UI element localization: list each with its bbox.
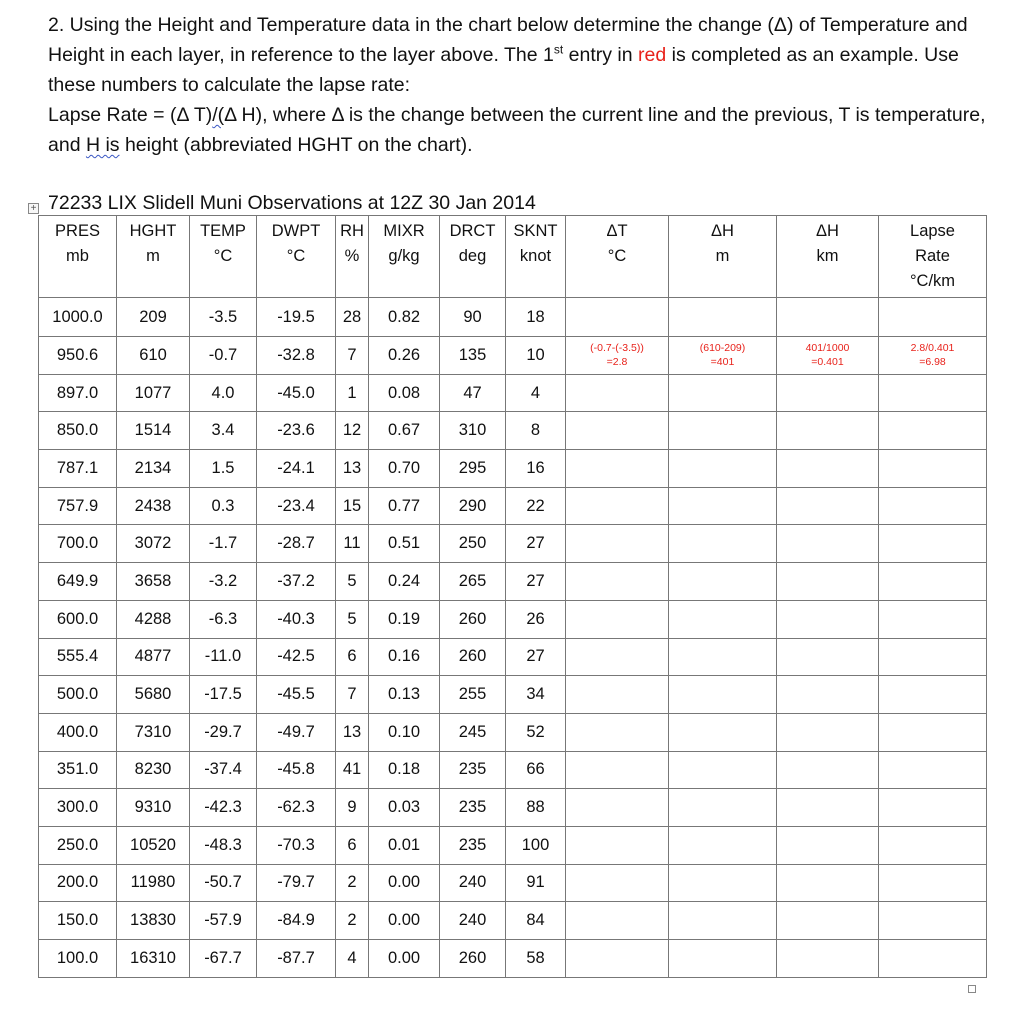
column-header-text: deg (458, 247, 487, 265)
table-row (39, 676, 987, 714)
table-cell: -40.3 (257, 600, 336, 638)
answer-cell[interactable] (669, 412, 777, 450)
table-cell: 7310 (117, 713, 190, 751)
table-cell: -67.7 (190, 940, 257, 978)
table-cell: -3.2 (190, 563, 257, 601)
table-cell: 12 (336, 412, 369, 450)
answer-cell[interactable] (879, 713, 987, 751)
answer-cell[interactable] (777, 563, 879, 601)
table-cell: -3.5 (190, 298, 257, 337)
table-cell: 47 (440, 374, 506, 412)
example-calc: 2.8/0.401 (910, 342, 955, 355)
table-cell: 90 (440, 298, 506, 337)
answer-cell[interactable] (566, 412, 669, 450)
table-row (39, 337, 987, 375)
answer-cell[interactable] (566, 902, 669, 940)
table-row (39, 826, 987, 864)
table-cell: 88 (506, 789, 566, 827)
answer-cell[interactable] (669, 789, 777, 827)
example-cell[interactable] (669, 337, 777, 375)
example-cell[interactable] (879, 337, 987, 375)
answer-cell[interactable] (777, 638, 879, 676)
table-row (39, 525, 987, 563)
table-cell: 240 (440, 864, 506, 902)
table-cell: 3.4 (190, 412, 257, 450)
table-cell: 400.0 (39, 713, 117, 751)
table-cell: 2438 (117, 487, 190, 525)
table-cell: 300.0 (39, 789, 117, 827)
instructions-intro: 2. Using the Height and Temperature data in the chart below determine the change (Δ) of Temperature and Height in each layer, in reference to the layer above. The 1st entry in red is completed as an example. Use these numbers to calculate the lapse rate: (48, 14, 968, 96)
example-result: =2.8 (606, 356, 628, 369)
answer-cell[interactable] (566, 940, 669, 978)
table-cell: 950.6 (39, 337, 117, 375)
answer-cell[interactable] (669, 940, 777, 978)
table-cell: 649.9 (39, 563, 117, 601)
column-header (257, 216, 336, 298)
answer-cell[interactable] (777, 525, 879, 563)
table-cell: -79.7 (257, 864, 336, 902)
table-cell: 10520 (117, 826, 190, 864)
answer-cell[interactable] (879, 487, 987, 525)
table-row (39, 713, 987, 751)
table-cell: 9310 (117, 789, 190, 827)
table-resize-handle[interactable] (968, 985, 976, 993)
table-cell: 66 (506, 751, 566, 789)
table-cell: 1000.0 (39, 298, 117, 337)
table-row (39, 600, 987, 638)
table-cell: 135 (440, 337, 506, 375)
table-cell: 0.18 (369, 751, 440, 789)
answer-cell[interactable] (777, 751, 879, 789)
answer-cell[interactable] (777, 713, 879, 751)
table-cell: 0.3 (190, 487, 257, 525)
example-calc: (-0.7-(-3.5)) (590, 342, 644, 355)
column-header (369, 216, 440, 298)
table-cell: 13 (336, 713, 369, 751)
table-cell: 2 (336, 864, 369, 902)
table-cell: 4.0 (190, 374, 257, 412)
answer-cell[interactable] (669, 638, 777, 676)
answer-cell[interactable] (777, 789, 879, 827)
answer-cell[interactable] (777, 902, 879, 940)
column-header-text: ΔH (816, 222, 839, 240)
table-row (39, 412, 987, 450)
table-cell: 100 (506, 826, 566, 864)
table-cell: 295 (440, 450, 506, 488)
answer-cell[interactable] (777, 940, 879, 978)
table-cell: 700.0 (39, 525, 117, 563)
table-cell: 11 (336, 525, 369, 563)
table-cell: 5 (336, 563, 369, 601)
answer-cell[interactable] (669, 676, 777, 714)
table-cell: 500.0 (39, 676, 117, 714)
table-cell: 27 (506, 638, 566, 676)
column-header-text: Rate (915, 247, 950, 265)
column-header-text: m (146, 247, 160, 265)
table-cell: 6 (336, 826, 369, 864)
table-cell: 3658 (117, 563, 190, 601)
table-cell: 0.13 (369, 676, 440, 714)
table-cell: 235 (440, 826, 506, 864)
answer-cell[interactable] (669, 864, 777, 902)
answer-cell[interactable] (566, 676, 669, 714)
table-row (39, 789, 987, 827)
example-cell[interactable] (566, 337, 669, 375)
table-cell: 290 (440, 487, 506, 525)
table-row (39, 864, 987, 902)
table-row (39, 487, 987, 525)
example-result: =0.401 (811, 356, 844, 369)
table-cell: 4877 (117, 638, 190, 676)
column-header (117, 216, 190, 298)
table-cell: -45.5 (257, 676, 336, 714)
column-header-text: SKNT (513, 222, 558, 240)
column-header-text: % (344, 247, 360, 265)
instructions-formula: Lapse Rate = (Δ T)/(Δ H), where Δ is the change between the current line and the previous, T is temperature, and H is height (abbreviated HGHT on the chart). (48, 104, 986, 156)
table-cell: 240 (440, 902, 506, 940)
column-header (669, 216, 777, 298)
table-cell: -45.8 (257, 751, 336, 789)
table-cell: 7 (336, 337, 369, 375)
table-cell: -70.3 (257, 826, 336, 864)
column-header-text: HGHT (129, 222, 177, 240)
table-cell: -57.9 (190, 902, 257, 940)
answer-cell[interactable] (566, 563, 669, 601)
table-cell: 11980 (117, 864, 190, 902)
column-header-text: g/kg (388, 247, 420, 265)
answer-cell[interactable] (566, 864, 669, 902)
table-row (39, 563, 987, 601)
table-cell: 600.0 (39, 600, 117, 638)
column-header (336, 216, 369, 298)
table-row (39, 374, 987, 412)
answer-cell[interactable] (566, 298, 669, 337)
column-header-text: °C (213, 247, 233, 265)
table-cell: -42.3 (190, 789, 257, 827)
table-cell: 0.51 (369, 525, 440, 563)
table-cell: 1077 (117, 374, 190, 412)
table-cell: -48.3 (190, 826, 257, 864)
table-cell: 27 (506, 563, 566, 601)
table-cell: 9 (336, 789, 369, 827)
table-cell: 100.0 (39, 940, 117, 978)
table-cell: 4 (506, 374, 566, 412)
answer-cell[interactable] (566, 789, 669, 827)
answer-cell[interactable] (669, 374, 777, 412)
table-cell: 2134 (117, 450, 190, 488)
table-cell: 16 (506, 450, 566, 488)
answer-cell[interactable] (879, 826, 987, 864)
table-cell: -11.0 (190, 638, 257, 676)
table-row (39, 450, 987, 488)
answer-cell[interactable] (879, 298, 987, 337)
answer-cell[interactable] (566, 751, 669, 789)
table-cell: 41 (336, 751, 369, 789)
answer-cell[interactable] (669, 563, 777, 601)
table-cell: -42.5 (257, 638, 336, 676)
answer-cell[interactable] (777, 298, 879, 337)
table-cell: -0.7 (190, 337, 257, 375)
table-cell: 15 (336, 487, 369, 525)
table-cell: 1.5 (190, 450, 257, 488)
table-cell: 7 (336, 676, 369, 714)
table-cell: -17.5 (190, 676, 257, 714)
answer-cell[interactable] (566, 638, 669, 676)
table-cell: -29.7 (190, 713, 257, 751)
table-cell: 150.0 (39, 902, 117, 940)
table-cell: 1 (336, 374, 369, 412)
table-cell: 16310 (117, 940, 190, 978)
answer-cell[interactable] (566, 374, 669, 412)
column-header-text: °C (286, 247, 306, 265)
table-cell: 0.00 (369, 864, 440, 902)
column-header (39, 216, 117, 298)
table-cell: -37.2 (257, 563, 336, 601)
column-header-text: m (715, 247, 730, 265)
answer-cell[interactable] (566, 826, 669, 864)
table-cell: 0.08 (369, 374, 440, 412)
station-title: 72233 LIX Slidell Muni Observations at 12Z 30 Jan 2014 (48, 192, 536, 214)
table-row (39, 638, 987, 676)
red-word: red (638, 44, 667, 66)
table-cell: 8 (506, 412, 566, 450)
table-cell: 0.24 (369, 563, 440, 601)
answer-cell[interactable] (879, 638, 987, 676)
answer-cell[interactable] (669, 713, 777, 751)
table-cell: 0.16 (369, 638, 440, 676)
table-cell: 34 (506, 676, 566, 714)
table-cell: 0.26 (369, 337, 440, 375)
table-cell: 91 (506, 864, 566, 902)
table-cell: 787.1 (39, 450, 117, 488)
table-cell: 897.0 (39, 374, 117, 412)
answer-cell[interactable] (777, 676, 879, 714)
table-cell: 26 (506, 600, 566, 638)
table-row (39, 751, 987, 789)
table-cell: 10 (506, 337, 566, 375)
table-cell: 18 (506, 298, 566, 337)
table-cell: 27 (506, 525, 566, 563)
table-cell: 260 (440, 600, 506, 638)
table-cell: 13830 (117, 902, 190, 940)
example-cell[interactable] (777, 337, 879, 375)
table-cell: 0.67 (369, 412, 440, 450)
example-result: =6.98 (919, 356, 946, 369)
answer-cell[interactable] (879, 751, 987, 789)
table-cell: -23.6 (257, 412, 336, 450)
table-cell: 28 (336, 298, 369, 337)
answer-cell[interactable] (777, 487, 879, 525)
table-cell: -37.4 (190, 751, 257, 789)
table-cell: 6 (336, 638, 369, 676)
column-header-text: MIXR (383, 222, 425, 240)
table-row (39, 940, 987, 978)
answer-cell[interactable] (566, 487, 669, 525)
table-cell: 8230 (117, 751, 190, 789)
table-cell: -19.5 (257, 298, 336, 337)
table-cell: 260 (440, 940, 506, 978)
column-header (566, 216, 669, 298)
column-header (777, 216, 879, 298)
table-cell: -28.7 (257, 525, 336, 563)
table-cell: 260 (440, 638, 506, 676)
answer-cell[interactable] (879, 450, 987, 488)
table-cell: 200.0 (39, 864, 117, 902)
table-cell: -6.3 (190, 600, 257, 638)
answer-cell[interactable] (879, 563, 987, 601)
answer-cell[interactable] (566, 450, 669, 488)
answer-cell[interactable] (777, 374, 879, 412)
column-header (879, 216, 987, 298)
table-cell: -32.8 (257, 337, 336, 375)
table-cell: 4288 (117, 600, 190, 638)
column-header-text: ΔT (606, 222, 628, 240)
table-cell: 255 (440, 676, 506, 714)
table-cell: -50.7 (190, 864, 257, 902)
table-cell: 52 (506, 713, 566, 751)
column-header-text: RH (340, 222, 364, 240)
answer-cell[interactable] (669, 487, 777, 525)
answer-cell[interactable] (669, 525, 777, 563)
table-cell: 850.0 (39, 412, 117, 450)
table-cell: -23.4 (257, 487, 336, 525)
column-header-text: km (816, 247, 839, 265)
answer-cell[interactable] (777, 864, 879, 902)
answer-cell[interactable] (777, 412, 879, 450)
table-cell: 0.01 (369, 826, 440, 864)
table-cell: 310 (440, 412, 506, 450)
table-cell: 5 (336, 600, 369, 638)
table-cell: 555.4 (39, 638, 117, 676)
column-header-text: °C (607, 247, 627, 265)
table-cell: 84 (506, 902, 566, 940)
table-cell: 0.70 (369, 450, 440, 488)
answer-cell[interactable] (566, 713, 669, 751)
table-cell: 0.10 (369, 713, 440, 751)
table-cell: 0.03 (369, 789, 440, 827)
header-row (39, 216, 987, 298)
table-cell: 0.19 (369, 600, 440, 638)
answer-cell[interactable] (777, 826, 879, 864)
table-cell: 245 (440, 713, 506, 751)
table-cell: 351.0 (39, 751, 117, 789)
table-cell: 250 (440, 525, 506, 563)
table-cell: -45.0 (257, 374, 336, 412)
table-cell: -62.3 (257, 789, 336, 827)
example-calc: (610-209) (699, 342, 746, 355)
answer-cell[interactable] (879, 789, 987, 827)
example-calc: 401/1000 (805, 342, 850, 355)
answer-cell[interactable] (879, 902, 987, 940)
table-cell: -1.7 (190, 525, 257, 563)
table-cell: 610 (117, 337, 190, 375)
table-cell: 3072 (117, 525, 190, 563)
answer-cell[interactable] (879, 600, 987, 638)
table-cell: 235 (440, 751, 506, 789)
column-header (506, 216, 566, 298)
table-cell: 58 (506, 940, 566, 978)
table-cell: 0.77 (369, 487, 440, 525)
table-cell: 13 (336, 450, 369, 488)
instructions (48, 10, 998, 160)
answer-cell[interactable] (669, 751, 777, 789)
column-header (190, 216, 257, 298)
table-row (39, 298, 987, 337)
table-cell: 265 (440, 563, 506, 601)
column-header-text: ΔH (711, 222, 734, 240)
table-cell: -24.1 (257, 450, 336, 488)
table-cell: 4 (336, 940, 369, 978)
table-cell: 235 (440, 789, 506, 827)
table-cell: 209 (117, 298, 190, 337)
table-cell: -87.7 (257, 940, 336, 978)
table-cell: 0.00 (369, 940, 440, 978)
column-header-text: Lapse (910, 222, 955, 240)
column-header (440, 216, 506, 298)
answer-cell[interactable] (777, 600, 879, 638)
table-cell: 5680 (117, 676, 190, 714)
column-header-text: DWPT (271, 222, 321, 240)
observations-table (38, 215, 987, 978)
answer-cell[interactable] (879, 374, 987, 412)
table-body (39, 298, 987, 978)
column-header-text: DRCT (449, 222, 496, 240)
answer-cell[interactable] (879, 412, 987, 450)
answer-cell[interactable] (669, 902, 777, 940)
answer-cell[interactable] (879, 525, 987, 563)
column-header-text: mb (66, 247, 89, 265)
table-row (39, 902, 987, 940)
table-cell: 2 (336, 902, 369, 940)
answer-cell[interactable] (777, 450, 879, 488)
table-cell: -84.9 (257, 902, 336, 940)
answer-cell[interactable] (669, 450, 777, 488)
answer-cell[interactable] (669, 298, 777, 337)
column-header-text: PRES (55, 222, 100, 240)
table-cell: 1514 (117, 412, 190, 450)
table-move-handle-icon[interactable]: + (28, 203, 39, 214)
column-header-text: knot (519, 247, 552, 265)
table-cell: 0.00 (369, 902, 440, 940)
column-header-text: °C/km (909, 272, 956, 290)
answer-cell[interactable] (566, 525, 669, 563)
example-result: =401 (710, 356, 735, 369)
column-header-text: TEMP (200, 222, 246, 240)
table-cell: 0.82 (369, 298, 440, 337)
table-cell: -49.7 (257, 713, 336, 751)
answer-cell[interactable] (566, 600, 669, 638)
answer-cell[interactable] (879, 676, 987, 714)
table-cell: 250.0 (39, 826, 117, 864)
table-cell: 757.9 (39, 487, 117, 525)
answer-cell[interactable] (879, 940, 987, 978)
table-cell: 22 (506, 487, 566, 525)
answer-cell[interactable] (879, 864, 987, 902)
answer-cell[interactable] (669, 826, 777, 864)
answer-cell[interactable] (669, 600, 777, 638)
